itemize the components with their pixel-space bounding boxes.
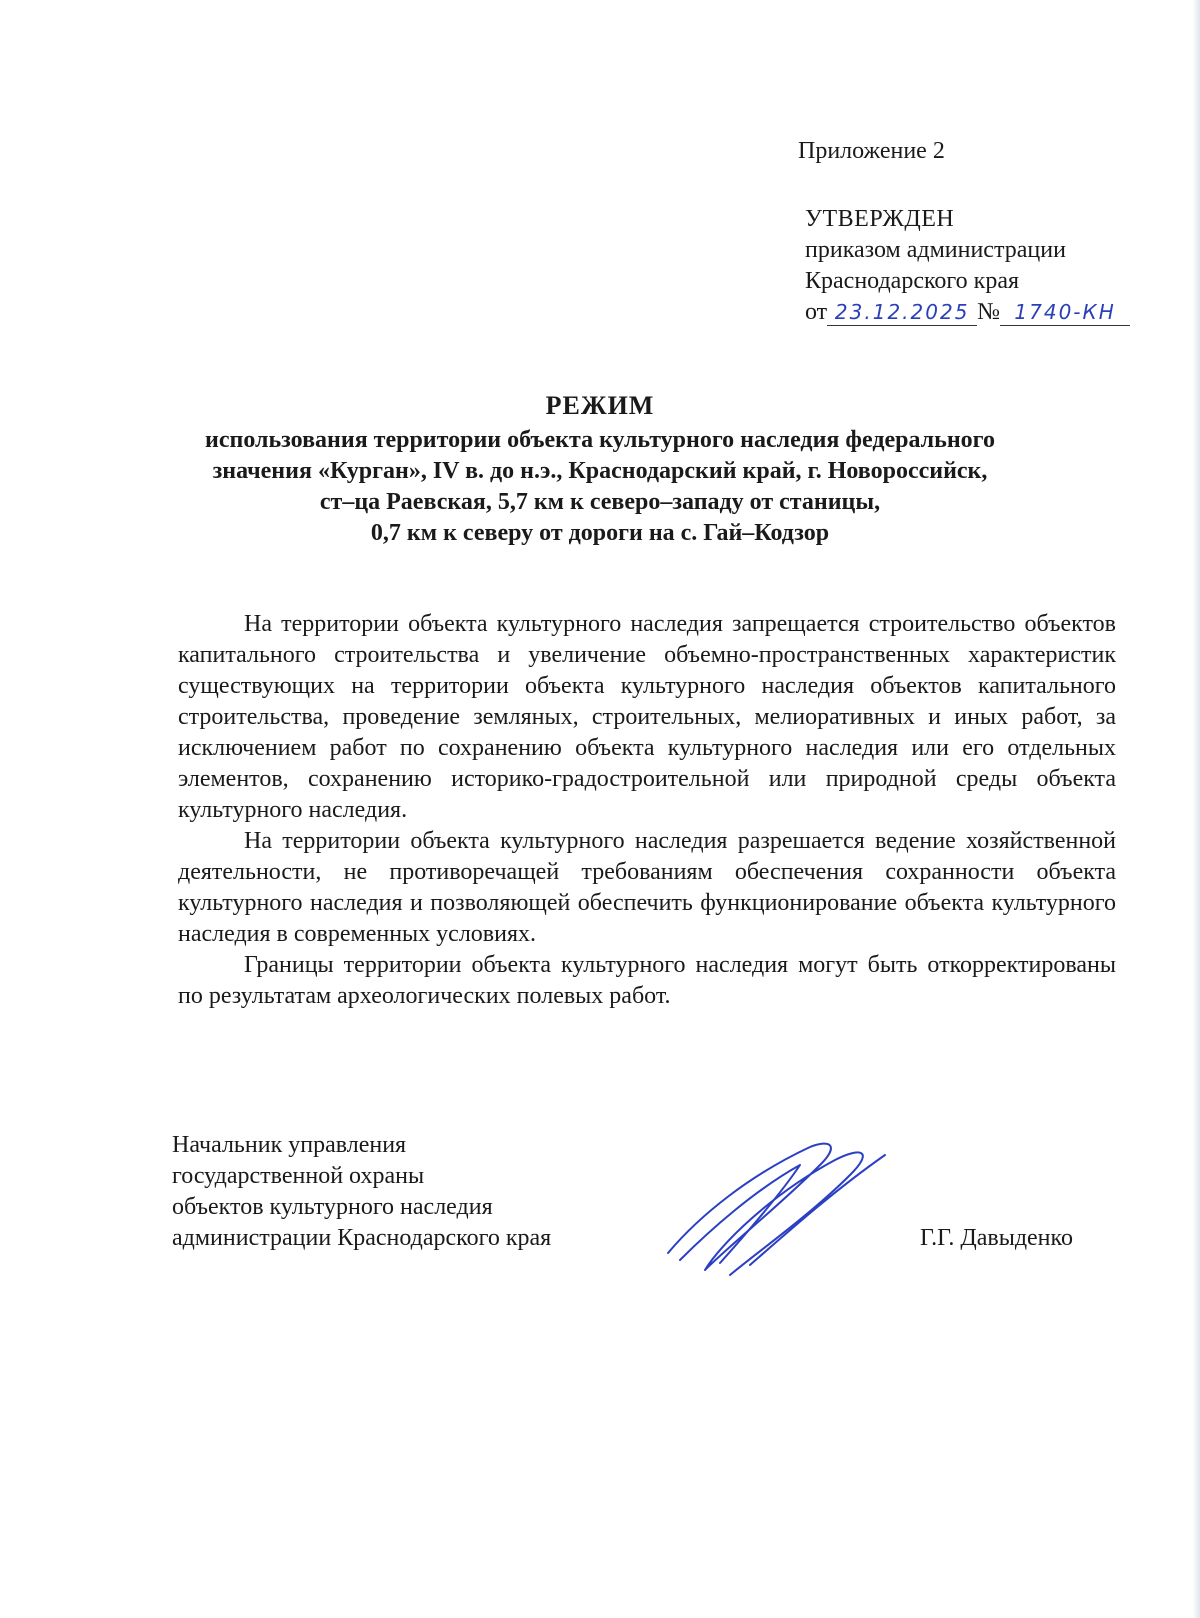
paragraph-1: На территории объекта культурного наследия запрещается строительство объектов капитального строительства и увеличение объемно-пространственных характеристик существующих на территории объекта культурного наследия объектов капитального строительства, проведение земляных, строительных, мелиоративных и иных работ, за исключением работ по сохранению объекта культурного наследия или его отдельных элементов, сохранению историко-градостроительной или природной среды объекта культурного наследия. bbox=[178, 611, 1116, 823]
signatory-position bbox=[172, 1130, 632, 1254]
handwritten-signature bbox=[660, 1135, 900, 1285]
title-heading: РЕЖИМ bbox=[545, 391, 655, 420]
order-date-number-line bbox=[805, 297, 1185, 328]
scan-edge bbox=[1192, 0, 1200, 1618]
title-line-4: 0,7 км к северу от дороги на с. Гай–Кодзор bbox=[370, 520, 830, 546]
approval-block bbox=[805, 204, 1185, 328]
order-date-handwritten: 23.12.2025 bbox=[827, 299, 977, 326]
position-line-3: объектов культурного наследия bbox=[172, 1194, 493, 1220]
position-line-1: Начальник управления bbox=[172, 1132, 407, 1158]
paragraph-2: На территории объекта культурного наследия разрешается ведение хозяйственной деятельности, не противоречащей требованиям обеспечения сохранности объекта культурного наследия и позволяющей обеспечить функционирование объекта культурного наследия в современных условиях. bbox=[178, 828, 1116, 947]
approval-line-2: Краснодарского края bbox=[805, 268, 1020, 294]
title-line-2: значения «Курган», IV в. до н.э., Краснодарский край, г. Новороссийск, bbox=[212, 458, 988, 484]
position-line-4: администрации Краснодарского края bbox=[172, 1225, 552, 1251]
document-body bbox=[178, 609, 1116, 1012]
date-prefix: от bbox=[805, 299, 828, 325]
title-line-1: использования территории объекта культурного наследия федерального bbox=[205, 427, 995, 453]
approved-label: УТВЕРЖДЕН bbox=[805, 206, 955, 232]
appendix-label: Приложение 2 bbox=[798, 138, 945, 164]
approval-line-1: приказом администрации bbox=[805, 237, 1066, 263]
title-line-3: ст–ца Раевская, 5,7 км к северо–западу от станицы, bbox=[319, 489, 881, 515]
approval-stamp bbox=[798, 136, 1178, 325]
position-line-2: государственной охраны bbox=[172, 1163, 425, 1189]
number-sign: № bbox=[977, 299, 1001, 325]
document-title bbox=[150, 390, 1050, 549]
signer-name: Г.Г. Давыденко bbox=[920, 1225, 1073, 1251]
order-number-handwritten: 1740-КН bbox=[1000, 299, 1130, 326]
paragraph-3: Границы территории объекта культурного наследия могут быть откорректированы по результатам археологических полевых работ. bbox=[178, 952, 1116, 1009]
